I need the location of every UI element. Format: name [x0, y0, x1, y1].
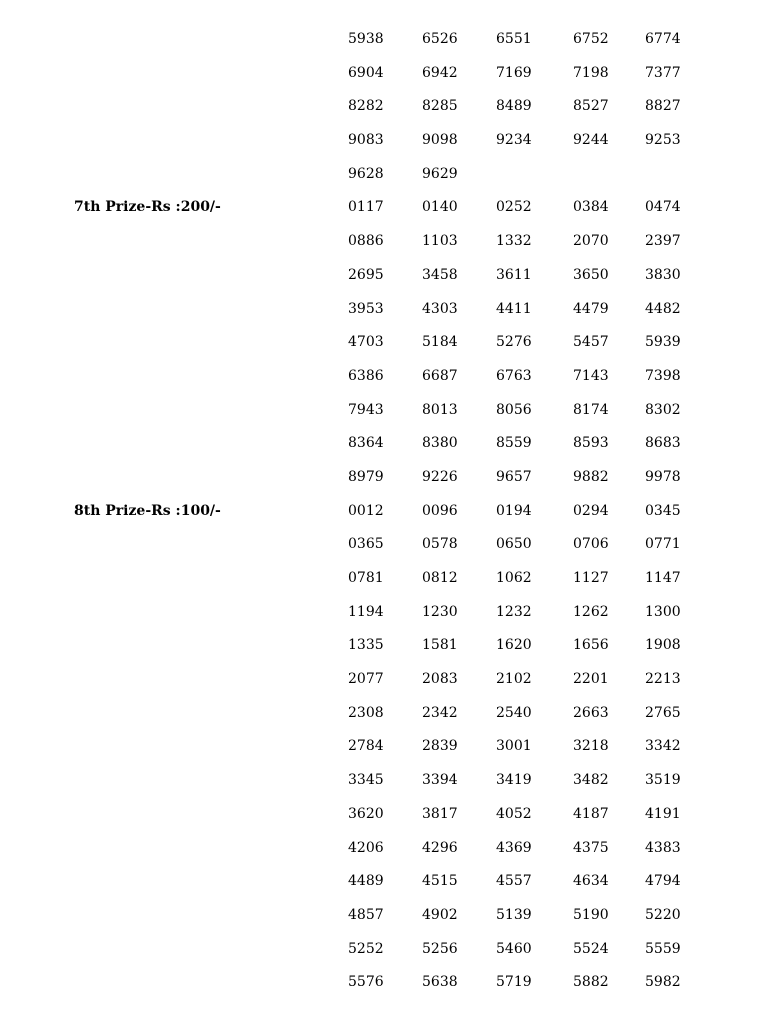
result-row — [0, 729, 759, 763]
result-row — [0, 460, 759, 494]
ticket-number: 1908 — [645, 637, 681, 654]
ticket-number: 7398 — [645, 367, 681, 384]
ticket-number: 1335 — [348, 637, 384, 654]
ticket-number: 8979 — [348, 468, 384, 485]
result-row — [0, 359, 759, 393]
ticket-number: 9978 — [645, 468, 681, 485]
ticket-number: 6904 — [348, 64, 384, 81]
ticket-number: 0365 — [348, 536, 384, 553]
ticket-number: 5220 — [645, 906, 681, 923]
ticket-number: 3218 — [573, 738, 609, 755]
ticket-number: 1656 — [573, 637, 609, 654]
ticket-number: 4489 — [348, 873, 384, 890]
ticket-number: 4206 — [348, 839, 384, 856]
result-row — [0, 831, 759, 865]
result-row — [0, 763, 759, 797]
result-row — [0, 426, 759, 460]
ticket-number: 7198 — [573, 64, 609, 81]
ticket-number: 0194 — [496, 502, 532, 519]
ticket-number: 0781 — [348, 570, 384, 586]
ticket-number: 1147 — [645, 570, 681, 586]
ticket-number: 5276 — [496, 334, 532, 351]
result-row — [0, 56, 759, 90]
ticket-number: 4482 — [645, 300, 681, 317]
ticket-number: 1262 — [573, 603, 609, 620]
ticket-number: 3620 — [348, 805, 384, 822]
ticket-number: 3345 — [348, 772, 384, 789]
result-row — [0, 696, 759, 730]
ticket-number: 0474 — [645, 199, 681, 216]
result-row — [0, 864, 759, 898]
ticket-number: 8302 — [645, 401, 681, 418]
ticket-number: 9253 — [645, 132, 681, 149]
ticket-number: 2213 — [645, 671, 681, 688]
ticket-number: 7143 — [573, 367, 609, 384]
result-row — [0, 22, 759, 56]
result-row — [0, 628, 759, 662]
ticket-number: 2077 — [348, 671, 384, 688]
ticket-number: 3817 — [422, 805, 458, 822]
ticket-number: 8056 — [496, 401, 532, 418]
ticket-number: 4557 — [496, 873, 532, 890]
ticket-number: 5982 — [645, 974, 681, 991]
ticket-number: 2540 — [496, 704, 532, 721]
ticket-number: 1062 — [496, 570, 532, 586]
ticket-number: 1194 — [348, 603, 384, 620]
prize-category-label: 8th Prize-Rs :100/- — [74, 502, 221, 519]
ticket-number: 7377 — [645, 64, 681, 81]
ticket-number: 9098 — [422, 132, 458, 149]
ticket-number: 4191 — [645, 805, 681, 822]
ticket-number: 9657 — [496, 468, 532, 485]
ticket-number: 3830 — [645, 266, 681, 283]
ticket-number: 4411 — [496, 300, 532, 317]
ticket-number: 0706 — [573, 536, 609, 553]
ticket-number: 5719 — [496, 974, 532, 991]
ticket-number: 5252 — [348, 940, 384, 957]
ticket-number: 1103 — [422, 233, 458, 250]
ticket-number: 9234 — [496, 132, 532, 149]
ticket-number: 8683 — [645, 435, 681, 452]
ticket-number: 2695 — [348, 266, 384, 283]
ticket-number: 3611 — [496, 266, 532, 283]
ticket-number: 4383 — [645, 839, 681, 856]
ticket-number: 7943 — [348, 401, 384, 418]
result-row — [0, 932, 759, 966]
ticket-number: 4857 — [348, 906, 384, 923]
result-row — [0, 662, 759, 696]
ticket-number: 2102 — [496, 671, 532, 688]
ticket-number: 2784 — [348, 738, 384, 755]
ticket-number: 9083 — [348, 132, 384, 149]
ticket-number: 1620 — [496, 637, 532, 654]
ticket-number: 1581 — [422, 637, 458, 654]
ticket-number: 8827 — [645, 98, 681, 115]
ticket-number: 5460 — [496, 940, 532, 957]
ticket-number: 2663 — [573, 704, 609, 721]
ticket-number: 9628 — [348, 165, 384, 182]
ticket-number: 3519 — [645, 772, 681, 789]
ticket-number: 3953 — [348, 300, 384, 317]
result-row — [0, 898, 759, 932]
ticket-number: 4052 — [496, 805, 532, 822]
ticket-number: 8285 — [422, 98, 458, 115]
ticket-number: 3342 — [645, 738, 681, 755]
ticket-number: 1332 — [496, 233, 532, 250]
ticket-number: 8559 — [496, 435, 532, 452]
ticket-number: 9244 — [573, 132, 609, 149]
ticket-number: 0012 — [348, 502, 384, 519]
ticket-number: 5576 — [348, 974, 384, 991]
ticket-number: 0384 — [573, 199, 609, 216]
ticket-number: 2342 — [422, 704, 458, 721]
result-row — [0, 190, 759, 224]
result-row — [0, 494, 759, 528]
ticket-number: 8364 — [348, 435, 384, 452]
ticket-number: 5638 — [422, 974, 458, 991]
result-row — [0, 123, 759, 157]
ticket-number: 6526 — [422, 31, 458, 47]
ticket-number: 4187 — [573, 805, 609, 822]
ticket-number: 5457 — [573, 334, 609, 351]
ticket-number: 0294 — [573, 502, 609, 519]
ticket-number: 4375 — [573, 839, 609, 856]
result-row — [0, 224, 759, 258]
ticket-number: 5256 — [422, 940, 458, 957]
ticket-number: 9882 — [573, 468, 609, 485]
ticket-number: 0771 — [645, 536, 681, 553]
ticket-number: 1232 — [496, 603, 532, 620]
ticket-number: 0252 — [496, 199, 532, 216]
ticket-number: 0345 — [645, 502, 681, 519]
ticket-number: 2083 — [422, 671, 458, 688]
ticket-number: 5190 — [573, 906, 609, 923]
ticket-number: 3001 — [496, 738, 532, 755]
ticket-number: 4296 — [422, 839, 458, 856]
result-row — [0, 527, 759, 561]
ticket-number: 8380 — [422, 435, 458, 452]
ticket-number: 8282 — [348, 98, 384, 115]
result-row — [0, 89, 759, 123]
ticket-number: 2839 — [422, 738, 458, 755]
ticket-number: 6386 — [348, 367, 384, 384]
ticket-number: 4634 — [573, 873, 609, 890]
ticket-number: 4794 — [645, 873, 681, 890]
ticket-number: 1127 — [573, 570, 609, 586]
ticket-number: 2201 — [573, 671, 609, 688]
ticket-number: 4369 — [496, 839, 532, 856]
ticket-number: 4703 — [348, 334, 384, 351]
ticket-number: 6687 — [422, 367, 458, 384]
result-row — [0, 595, 759, 629]
result-row — [0, 292, 759, 326]
ticket-number: 2308 — [348, 704, 384, 721]
result-row — [0, 393, 759, 427]
result-row — [0, 157, 759, 191]
ticket-number: 8174 — [573, 401, 609, 418]
prize-results-table — [0, 22, 759, 999]
ticket-number: 5882 — [573, 974, 609, 991]
ticket-number: 4515 — [422, 873, 458, 890]
ticket-number: 4902 — [422, 906, 458, 923]
ticket-number: 3650 — [573, 266, 609, 283]
ticket-number: 3394 — [422, 772, 458, 789]
ticket-number: 8593 — [573, 435, 609, 452]
result-row — [0, 965, 759, 999]
prize-category-label: 7th Prize-Rs :200/- — [74, 199, 221, 216]
ticket-number: 5139 — [496, 906, 532, 923]
ticket-number: 0886 — [348, 233, 384, 250]
ticket-number: 0650 — [496, 536, 532, 553]
result-row — [0, 797, 759, 831]
ticket-number: 0096 — [422, 502, 458, 519]
ticket-number: 0140 — [422, 199, 458, 216]
ticket-number: 2397 — [645, 233, 681, 250]
ticket-number: 6752 — [573, 31, 609, 47]
ticket-number: 3419 — [496, 772, 532, 789]
ticket-number: 0578 — [422, 536, 458, 553]
ticket-number: 1230 — [422, 603, 458, 620]
ticket-number: 5184 — [422, 334, 458, 351]
ticket-number: 3482 — [573, 772, 609, 789]
ticket-number: 7169 — [496, 64, 532, 81]
ticket-number: 6763 — [496, 367, 532, 384]
ticket-number: 6774 — [645, 31, 681, 47]
ticket-number: 6942 — [422, 64, 458, 81]
ticket-number: 4479 — [573, 300, 609, 317]
ticket-number: 2070 — [573, 233, 609, 250]
result-row — [0, 258, 759, 292]
ticket-number: 8527 — [573, 98, 609, 115]
ticket-number: 8489 — [496, 98, 532, 115]
ticket-number: 0117 — [348, 199, 384, 216]
ticket-number: 5524 — [573, 940, 609, 957]
ticket-number: 6551 — [496, 31, 532, 47]
ticket-number: 3458 — [422, 266, 458, 283]
ticket-number: 8013 — [422, 401, 458, 418]
result-row — [0, 325, 759, 359]
ticket-number: 2765 — [645, 704, 681, 721]
ticket-number: 5939 — [645, 334, 681, 351]
ticket-number: 0812 — [422, 570, 458, 586]
ticket-number: 9629 — [422, 165, 458, 182]
ticket-number: 5559 — [645, 940, 681, 957]
result-row — [0, 561, 759, 595]
ticket-number: 4303 — [422, 300, 458, 317]
ticket-number: 5938 — [348, 31, 384, 47]
ticket-number: 1300 — [645, 603, 681, 620]
ticket-number: 9226 — [422, 468, 458, 485]
